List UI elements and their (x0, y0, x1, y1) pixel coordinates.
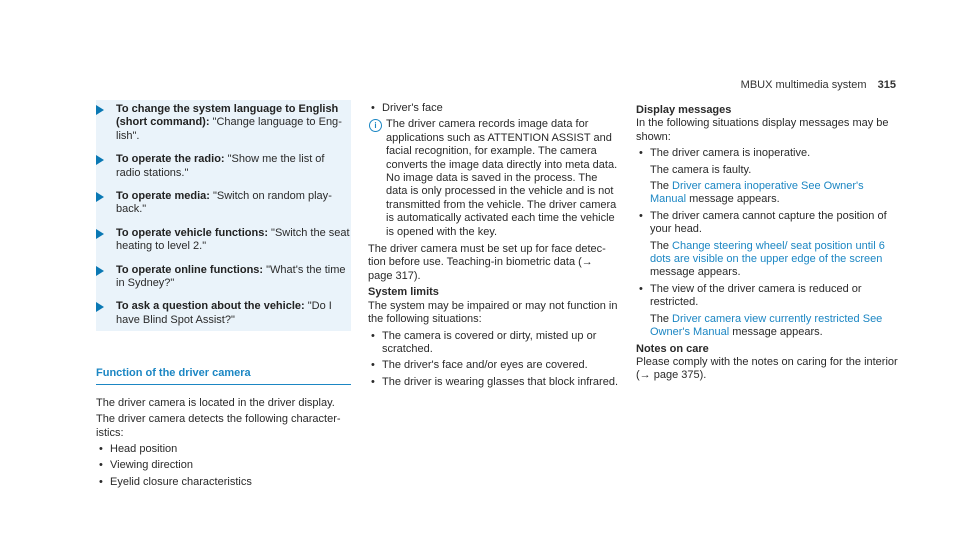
voice-command-item (96, 190, 351, 217)
voice-command-item (96, 264, 351, 291)
display-intro: In the following situations display messages may be shown: (636, 117, 889, 143)
command-text: "Show me the list of radio stations." (116, 153, 325, 179)
case-condition: • The driver camera is inoperative. (650, 147, 811, 160)
paragraph-detects: The driver camera detects the following characteristics: (96, 413, 341, 439)
header-title: MBUX multimedia system (740, 79, 867, 91)
page-number: 315 (877, 79, 896, 91)
characteristics-list-cont (368, 102, 618, 115)
display-message: Driver camera view currently restricted See Owner's Manual (650, 312, 883, 339)
column-right (636, 100, 898, 386)
msg-post: message appears. (686, 193, 780, 206)
msg-post: message appears. (650, 266, 741, 279)
case-message-line (650, 313, 898, 340)
arrow-icon (96, 229, 104, 239)
case-item (636, 283, 898, 340)
arrow-icon (96, 266, 104, 276)
arrow-icon (96, 155, 104, 165)
display-message: Change steering wheel/ seat position until 6 dots are visible on the upper edge of the screen (650, 239, 885, 266)
display-cases-list (636, 147, 898, 339)
command-text: "Do I have Blind Spot Assist?" (116, 300, 332, 326)
arrow-icon (96, 302, 104, 312)
characteristics-list (96, 443, 351, 489)
voice-command-item (96, 103, 351, 143)
list-item: • Viewing direction (96, 459, 351, 472)
command-label: To operate media: (116, 190, 210, 203)
case-sub: The camera is faulty. (650, 163, 752, 176)
msg-pre: The (650, 239, 673, 252)
case-message-line (650, 180, 898, 207)
case-message-line (650, 240, 898, 280)
command-label: To operate the radio: (116, 153, 225, 166)
setup-paragraph: The driver camera must be set up for face detection before use. Teaching-in biometric data (→ page 317). (368, 243, 606, 282)
list-item: • Driver's face (368, 102, 618, 115)
arrow-icon (96, 192, 104, 202)
info-note (368, 118, 618, 239)
limits-list (368, 330, 618, 390)
paragraph-location: The driver camera is located in the driver display. (96, 396, 335, 409)
notes-text: Please comply with the notes on caring for the interior (→ page 375). (636, 355, 898, 382)
display-messages-heading: Display messages (636, 104, 732, 116)
list-item: • The camera is covered or dirty, misted up or scratched. (368, 330, 618, 357)
case-item (636, 210, 898, 280)
command-text: "Switch on random playback." (116, 190, 332, 216)
list-item: • The driver is wearing glasses that block infrared. (368, 376, 618, 389)
notes-on-care-heading: Notes on care (636, 342, 709, 355)
command-label: To operate online functions: (116, 263, 264, 276)
msg-pre: The (650, 312, 673, 325)
command-text: "Switch the seat heating to level 2." (116, 226, 350, 253)
display-message: Driver camera inoperative See Owner's Manual (650, 180, 864, 206)
list-item: • Eyelid closure characteristics (96, 476, 351, 489)
command-text: "Change language to English". (116, 116, 342, 142)
voice-command-item (96, 153, 351, 180)
list-item: • The driver's face and/or eyes are covered. (368, 359, 618, 372)
command-label: To change the system language to English (short command): (116, 103, 339, 129)
command-text: "What's the time in Sydney?" (116, 263, 346, 290)
command-label: To ask a question about the vehicle: (116, 300, 305, 313)
msg-post: message appears. (729, 326, 823, 339)
msg-pre: The (650, 180, 673, 193)
column-middle (368, 100, 618, 392)
note-text: The driver camera records image data for applications such as ATTENTION ASSIST and facial recognition, for example. The camera converts the image data directly into meta data. No image data is saved in the process. The data is only processed in the vehicle and is not transmitted from the vehicle. The driver camera is automatically activated each time the vehicle is opened with the key. (386, 118, 618, 238)
list-item: • Head position (96, 443, 351, 456)
info-icon: i (369, 119, 382, 132)
system-limits-heading: System limits (368, 286, 439, 299)
case-condition: • The driver camera cannot capture the position of your head. (650, 209, 887, 236)
voice-command-item (96, 227, 351, 254)
command-label: To operate vehicle functions: (116, 226, 268, 239)
column-left (96, 100, 351, 492)
case-condition: • The view of the driver camera is reduced or restricted. (650, 282, 862, 309)
voice-command-list (96, 100, 351, 331)
voice-command-item (96, 300, 351, 327)
arrow-icon (96, 105, 104, 115)
case-item (636, 147, 898, 207)
section-heading: Function of the driver camera (96, 367, 351, 384)
limits-intro: The system may be impaired or may not function in the following situations: (368, 299, 618, 326)
page-header (741, 79, 896, 91)
